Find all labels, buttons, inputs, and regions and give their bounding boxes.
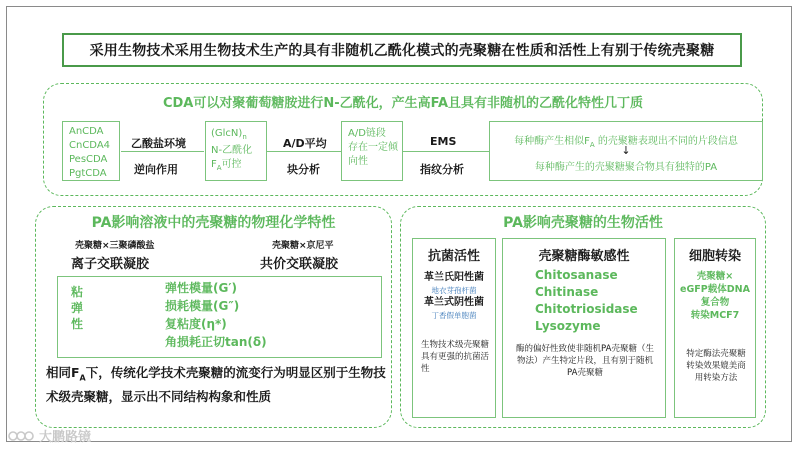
- glcn-label: (GlcN): [211, 128, 243, 139]
- rheology-property-list: [165, 279, 267, 351]
- gram-negative-species: 丁香假单胞菌: [431, 311, 477, 320]
- enzyme-name: Chitotriosidase: [535, 302, 638, 316]
- main-title: 采用生物技术采用生物技术生产的具有非随机乙酰化模式的壳聚糖在性质和活性上有别于传统壳聚糖: [62, 33, 742, 67]
- connector-line: [267, 151, 341, 152]
- arrow1-bottom-label: 逆向作用: [134, 163, 178, 176]
- arrow2-top-label: A/D平均: [283, 137, 327, 150]
- antibacterial-box: [412, 238, 496, 418]
- ionic-gel-label: 离子交联凝胶: [71, 257, 150, 272]
- transfection-box: [674, 238, 756, 418]
- watermark: [8, 426, 91, 445]
- covalent-gel-formula: 壳聚糖×京尼平: [272, 241, 334, 251]
- enzyme-item: AnCDA: [69, 126, 104, 137]
- section2-title: PA影响溶液中的壳聚糖的物理化学特性: [91, 215, 336, 231]
- ad-line: A/D链段: [348, 128, 386, 139]
- arrow3-bottom-label: 指纹分析: [420, 163, 464, 176]
- arrow1-top-label: 乙酸盐环境: [131, 137, 186, 150]
- enzyme-name: Lysozyme: [535, 319, 601, 333]
- section1-title: CDA可以对聚葡萄糖胺进行N-乙酰化，产生高FA且具有非随机的乙酰化特性几丁质: [162, 96, 644, 111]
- enzyme-name: Chitinase: [535, 285, 599, 299]
- arrow2-bottom-label: 块分析: [287, 163, 320, 176]
- ionic-gel-formula: 壳聚糖×三聚磷酸盐: [75, 241, 155, 251]
- property-item: 复粘度(η*): [165, 317, 227, 331]
- transfection-heading: 细胞转染: [688, 249, 741, 264]
- section3-title: PA影响壳聚糖的生物活性: [503, 215, 663, 231]
- antibacterial-note: 生物技术级壳聚糖具有更强的抗菌活性: [421, 340, 490, 374]
- result1-subscript: A: [589, 141, 595, 149]
- gram-positive-label: 革兰氏阳性菌: [424, 272, 484, 283]
- glcn-subscript: n: [242, 133, 247, 141]
- gram-negative-label: 革兰式阴性菌: [424, 297, 484, 308]
- enzyme-note: 酶的偏好性致使非随机PA壳聚糖（生物法）产生特定片段，且有别于随机PA壳聚糖: [516, 344, 654, 378]
- watermark-logo-icon: [8, 429, 34, 443]
- section2-conclusion: 相同$F_A$下，传统化学技术壳聚糖的流变行为明显区别于生物技术级壳聚糖，显示出不同结构构象和性质: [46, 365, 386, 404]
- antibacterial-heading: 抗菌活性: [427, 249, 480, 264]
- fa-label: F: [211, 159, 217, 170]
- transfection-note: 特定酶法壳聚糖转染效果媲美商用转染方法: [686, 349, 746, 383]
- property-item: 弹性模量(G′): [165, 281, 237, 295]
- connector-line: [403, 151, 489, 152]
- result-box: [489, 121, 763, 181]
- enzyme-item: CnCDA4: [69, 140, 111, 151]
- ad-line: 存在一定倾: [348, 142, 398, 153]
- enzyme-item: PgtCDA: [69, 168, 107, 179]
- covalent-gel-label: 共价交联凝胶: [260, 257, 339, 272]
- ad-segment-box: [341, 121, 403, 181]
- enzyme-name: Chitosanase: [535, 268, 618, 282]
- acetylation-label: N-乙酰化: [211, 145, 253, 156]
- gram-positive-species: 地衣芽孢杆菌: [431, 286, 477, 295]
- result1-text: 每种酶产生相似F: [514, 136, 590, 147]
- result1-text-end: 的壳聚糖表现出不同的片段信息: [594, 136, 738, 147]
- transfection-list: 壳聚糖× eGFP载体DNA 复合物 转染MCF7: [680, 271, 750, 321]
- enzyme-sensitivity-heading: 壳聚糖酶敏感性: [538, 249, 630, 264]
- enzyme-sensitivity-box: [502, 238, 666, 418]
- watermark-text: 大鹏路镜: [39, 430, 92, 445]
- viscoelasticity-label: 粘 弹 性: [70, 285, 83, 331]
- ad-line: 向性: [348, 156, 368, 167]
- enzyme-name-list: [535, 267, 638, 335]
- connector-line: [121, 151, 204, 152]
- down-arrow-icon: ↓: [621, 144, 631, 157]
- property-item: 角损耗正切tan(δ): [165, 335, 267, 349]
- arrow3-top-label: EMS: [430, 135, 457, 148]
- result2-text: 每种酶产生的壳聚糖聚合物具有独特的PA: [534, 162, 718, 173]
- controllable-label: 可控: [221, 159, 242, 170]
- enzyme-item: PesCDA: [69, 154, 108, 165]
- enzyme-list-box: [62, 121, 120, 181]
- glcn-box: [205, 121, 267, 181]
- fa-subscript: A: [216, 164, 222, 172]
- property-item: 损耗模量(G″): [165, 299, 240, 313]
